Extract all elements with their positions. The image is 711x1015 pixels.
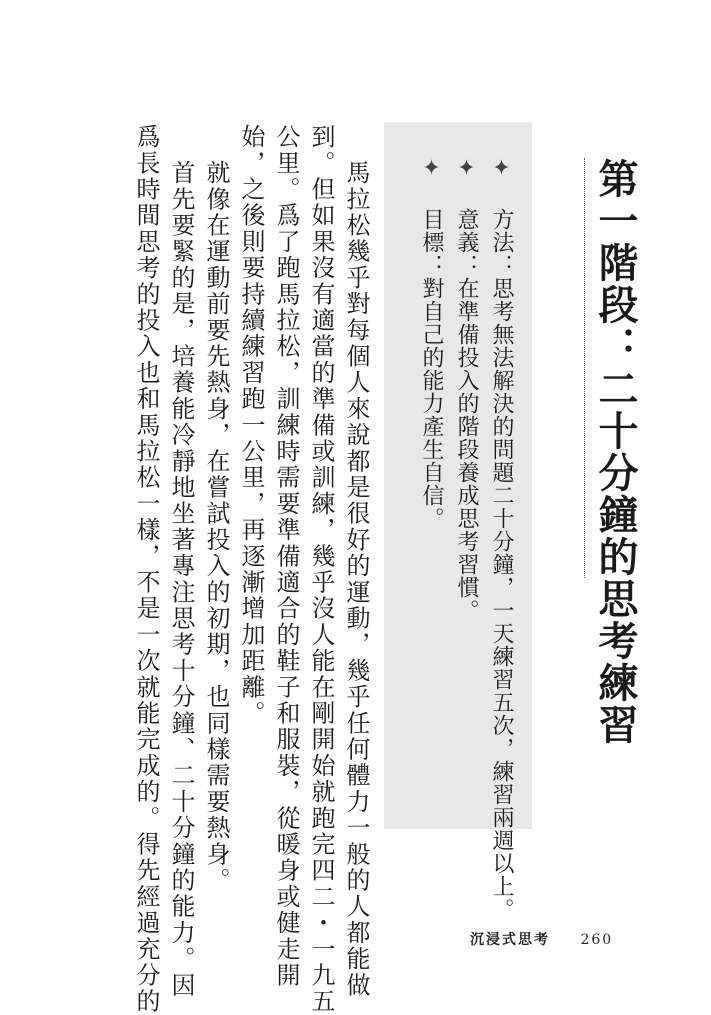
summary-item-text: 方法：思考無法解決的問題二十分鐘，一天練習五次，練習兩週以上。 xyxy=(489,208,514,921)
summary-item-method xyxy=(486,156,516,921)
summary-item-meaning xyxy=(451,156,481,622)
star-bullet-icon: ✦ xyxy=(419,156,444,182)
chapter-title: 第一階段：二十分鐘的思考練習 xyxy=(584,158,637,578)
body-line: 始，之後則要持續練習跑一公里，再逐漸增加距離。 xyxy=(237,124,265,727)
summary-item-goal xyxy=(416,156,446,530)
body-line: 爲長時間思考的投入也和馬拉松一樣，不是一次就能完成的。得先經過充分的 xyxy=(132,124,160,1015)
body-line: 公里。爲了跑馬拉松，訓練時需要準備適合的鞋子和服裝，從暖身或健走開 xyxy=(272,124,300,989)
book-title: 沉浸式思考 xyxy=(470,932,550,948)
body-line: 首先要緊的是，培養能冷靜地坐著專注思考十分鐘、二十分鐘的能力。因 xyxy=(167,160,195,999)
page-number: 260 xyxy=(580,932,614,948)
page-footer xyxy=(470,929,613,949)
body-line: 就像在運動前要先熱身，在嘗試投入的初期，也同樣需要熱身。 xyxy=(202,160,230,894)
star-bullet-icon: ✦ xyxy=(454,156,479,182)
body-line: 到。但如果沒有適當的準備或訓練，幾乎沒人能在剛開始就跑完四二・一九五 xyxy=(307,124,335,1015)
body-line: 馬拉松幾乎對每個人來說都是很好的運動，幾乎任何體力一般的人都能做 xyxy=(342,160,370,999)
summary-item-text: 目標：對自己的能力產生自信。 xyxy=(419,208,444,530)
summary-item-text: 意義：在準備投入的階段養成思考習慣。 xyxy=(454,208,479,622)
star-bullet-icon: ✦ xyxy=(489,156,514,182)
